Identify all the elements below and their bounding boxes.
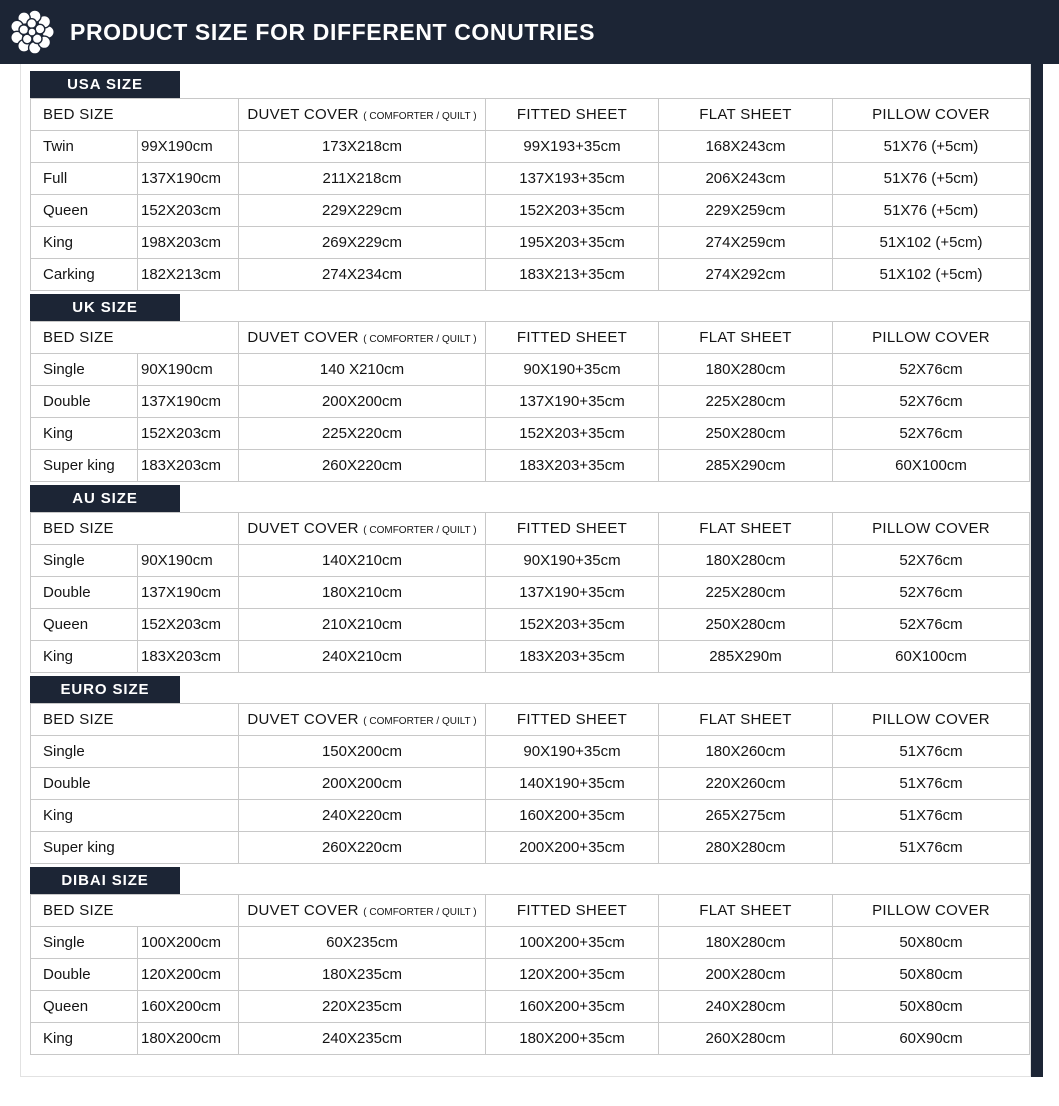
col-header-bed-size: BED SIZE [31, 704, 239, 736]
col-header-duvet-cover [239, 322, 486, 354]
bed-size-dimension-cell: 182X213cm [138, 259, 239, 291]
duvet-cover-cell: 150X200cm [239, 736, 486, 768]
fitted-sheet-cell: 152X203+35cm [486, 418, 659, 450]
bed-size-dimension-cell: 120X200cm [138, 959, 239, 991]
pillow-cover-cell: 51X76cm [833, 800, 1030, 832]
table-body [31, 545, 1030, 673]
table-row [31, 354, 1030, 386]
page-title: PRODUCT SIZE FOR DIFFERENT CONUTRIES [70, 18, 596, 45]
bed-size-dimension-cell: 160X200cm [138, 991, 239, 1023]
col-header-bed-size: BED SIZE [31, 513, 239, 545]
col-header-flat-sheet: FLAT SHEET [659, 895, 833, 927]
duvet-cover-sublabel: ( COMFORTER / QUILT ) [363, 525, 477, 536]
bed-size-dimension-cell: 137X190cm [138, 163, 239, 195]
duvet-cover-cell: 240X235cm [239, 1023, 486, 1055]
pillow-cover-cell: 50X80cm [833, 927, 1030, 959]
table-row [31, 545, 1030, 577]
table-header-row [31, 322, 1030, 354]
bed-size-name-cell: Super king [31, 450, 138, 482]
flat-sheet-cell: 240X280cm [659, 991, 833, 1023]
duvet-cover-sublabel: ( COMFORTER / QUILT ) [363, 907, 477, 918]
bed-size-name-cell: Twin [31, 131, 138, 163]
fitted-sheet-cell: 90X190+35cm [486, 545, 659, 577]
flat-sheet-cell: 250X280cm [659, 418, 833, 450]
col-header-flat-sheet: FLAT SHEET [659, 704, 833, 736]
duvet-cover-cell: 260X220cm [239, 450, 486, 482]
size-table [30, 894, 1030, 1055]
duvet-cover-cell: 140X210cm [239, 545, 486, 577]
table-body [31, 927, 1030, 1055]
table-row [31, 927, 1030, 959]
pillow-cover-cell: 60X100cm [833, 641, 1030, 673]
bed-size-name-cell: Single [31, 927, 138, 959]
flat-sheet-cell: 265X275cm [659, 800, 833, 832]
pillow-cover-cell: 60X90cm [833, 1023, 1030, 1055]
duvet-cover-cell: 240X220cm [239, 800, 486, 832]
size-table [30, 98, 1030, 291]
fitted-sheet-cell: 160X200+35cm [486, 800, 659, 832]
bed-size-dimension-cell: 152X203cm [138, 609, 239, 641]
size-section [30, 676, 1030, 864]
bed-size-name-cell: King [31, 1023, 138, 1055]
pillow-cover-cell: 51X76 (+5cm) [833, 163, 1030, 195]
flat-sheet-cell: 285X290m [659, 641, 833, 673]
table-body [31, 354, 1030, 482]
col-header-flat-sheet: FLAT SHEET [659, 513, 833, 545]
flat-sheet-cell: 285X290cm [659, 450, 833, 482]
pillow-cover-cell: 50X80cm [833, 959, 1030, 991]
duvet-cover-cell: 60X235cm [239, 927, 486, 959]
section-badge [30, 294, 180, 321]
bed-size-dimension-cell: 90X190cm [138, 354, 239, 386]
col-header-fitted-sheet: FITTED SHEET [486, 99, 659, 131]
col-header-pillow-cover: PILLOW COVER [833, 99, 1030, 131]
col-header-bed-size: BED SIZE [31, 322, 239, 354]
bed-size-dimension-cell: 152X203cm [138, 418, 239, 450]
flower-logo-icon [7, 7, 57, 57]
bed-size-dimension-cell: 137X190cm [138, 386, 239, 418]
right-accent-strip [1030, 64, 1043, 1077]
bed-size-name-cell: Single [31, 736, 239, 768]
fitted-sheet-cell: 90X190+35cm [486, 736, 659, 768]
duvet-cover-cell: 269X229cm [239, 227, 486, 259]
col-header-flat-sheet: FLAT SHEET [659, 99, 833, 131]
table-row [31, 768, 1030, 800]
pillow-cover-cell: 51X76 (+5cm) [833, 131, 1030, 163]
col-header-duvet-cover [239, 895, 486, 927]
col-header-fitted-sheet: FITTED SHEET [486, 322, 659, 354]
table-header-row [31, 513, 1030, 545]
duvet-cover-sublabel: ( COMFORTER / QUILT ) [363, 716, 477, 727]
bed-size-name-cell: King [31, 800, 239, 832]
bed-size-dimension-cell: 90X190cm [138, 545, 239, 577]
col-header-fitted-sheet: FITTED SHEET [486, 704, 659, 736]
table-row [31, 195, 1030, 227]
pillow-cover-cell: 52X76cm [833, 609, 1030, 641]
fitted-sheet-cell: 200X200+35cm [486, 832, 659, 864]
bed-size-name-cell: Full [31, 163, 138, 195]
fitted-sheet-cell: 140X190+35cm [486, 768, 659, 800]
bed-size-name-cell: Super king [31, 832, 239, 864]
bed-size-dimension-cell: 137X190cm [138, 577, 239, 609]
col-header-bed-size: BED SIZE [31, 99, 239, 131]
fitted-sheet-cell: 180X200+35cm [486, 1023, 659, 1055]
pillow-cover-cell: 51X76cm [833, 736, 1030, 768]
bed-size-dimension-cell: 99X190cm [138, 131, 239, 163]
flat-sheet-cell: 180X280cm [659, 545, 833, 577]
flat-sheet-cell: 206X243cm [659, 163, 833, 195]
duvet-cover-label: DUVET COVER [247, 711, 359, 728]
size-section [30, 71, 1030, 291]
pillow-cover-cell: 51X102 (+5cm) [833, 227, 1030, 259]
table-row [31, 641, 1030, 673]
duvet-cover-cell: 225X220cm [239, 418, 486, 450]
duvet-cover-label: DUVET COVER [247, 329, 359, 346]
flat-sheet-cell: 220X260cm [659, 768, 833, 800]
fitted-sheet-cell: 100X200+35cm [486, 927, 659, 959]
col-header-pillow-cover: PILLOW COVER [833, 322, 1030, 354]
bed-size-name-cell: Double [31, 577, 138, 609]
duvet-cover-cell: 229X229cm [239, 195, 486, 227]
duvet-cover-sublabel: ( COMFORTER / QUILT ) [363, 111, 477, 122]
table-row [31, 577, 1030, 609]
duvet-cover-label: DUVET COVER [247, 106, 359, 123]
section-badge [30, 676, 180, 703]
pillow-cover-cell: 52X76cm [833, 386, 1030, 418]
table-row [31, 959, 1030, 991]
bed-size-name-cell: King [31, 418, 138, 450]
table-row [31, 259, 1030, 291]
fitted-sheet-cell: 152X203+35cm [486, 195, 659, 227]
fitted-sheet-cell: 120X200+35cm [486, 959, 659, 991]
duvet-cover-cell: 200X200cm [239, 386, 486, 418]
fitted-sheet-cell: 137X190+35cm [486, 577, 659, 609]
table-header-row [31, 895, 1030, 927]
flat-sheet-cell: 250X280cm [659, 609, 833, 641]
section-badge [30, 71, 180, 98]
col-header-bed-size: BED SIZE [31, 895, 239, 927]
col-header-pillow-cover: PILLOW COVER [833, 513, 1030, 545]
table-row [31, 736, 1030, 768]
pillow-cover-cell: 51X102 (+5cm) [833, 259, 1030, 291]
duvet-cover-cell: 210X210cm [239, 609, 486, 641]
bed-size-name-cell: King [31, 641, 138, 673]
pillow-cover-cell: 52X76cm [833, 354, 1030, 386]
flat-sheet-cell: 180X280cm [659, 927, 833, 959]
table-row [31, 163, 1030, 195]
col-header-duvet-cover [239, 513, 486, 545]
pillow-cover-cell: 52X76cm [833, 418, 1030, 450]
table-row [31, 227, 1030, 259]
col-header-fitted-sheet: FITTED SHEET [486, 513, 659, 545]
bed-size-dimension-cell: 180X200cm [138, 1023, 239, 1055]
col-header-duvet-cover [239, 704, 486, 736]
duvet-cover-cell: 180X235cm [239, 959, 486, 991]
flat-sheet-cell: 225X280cm [659, 577, 833, 609]
col-header-duvet-cover [239, 99, 486, 131]
duvet-cover-cell: 211X218cm [239, 163, 486, 195]
size-section [30, 867, 1030, 1055]
table-body [31, 736, 1030, 864]
col-header-pillow-cover: PILLOW COVER [833, 895, 1030, 927]
size-table [30, 321, 1030, 482]
size-table [30, 703, 1030, 864]
size-section [30, 485, 1030, 673]
duvet-cover-sublabel: ( COMFORTER / QUILT ) [363, 334, 477, 345]
section-badge-label: EURO SIZE [60, 681, 150, 698]
bed-size-name-cell: Queen [31, 195, 138, 227]
fitted-sheet-cell: 90X190+35cm [486, 354, 659, 386]
duvet-cover-cell: 274X234cm [239, 259, 486, 291]
table-row [31, 609, 1030, 641]
pillow-cover-cell: 52X76cm [833, 577, 1030, 609]
flat-sheet-cell: 180X260cm [659, 736, 833, 768]
fitted-sheet-cell: 183X203+35cm [486, 450, 659, 482]
fitted-sheet-cell: 152X203+35cm [486, 609, 659, 641]
header-bar [0, 0, 1059, 64]
table-header-row [31, 99, 1030, 131]
table-row [31, 450, 1030, 482]
flat-sheet-cell: 280X280cm [659, 832, 833, 864]
flat-sheet-cell: 229X259cm [659, 195, 833, 227]
duvet-cover-label: DUVET COVER [247, 520, 359, 537]
col-header-pillow-cover: PILLOW COVER [833, 704, 1030, 736]
section-badge [30, 867, 180, 894]
pillow-cover-cell: 51X76 (+5cm) [833, 195, 1030, 227]
bed-size-name-cell: Carking [31, 259, 138, 291]
pillow-cover-cell: 51X76cm [833, 768, 1030, 800]
table-row [31, 1023, 1030, 1055]
bed-size-name-cell: Double [31, 959, 138, 991]
bed-size-name-cell: Double [31, 386, 138, 418]
table-row [31, 991, 1030, 1023]
duvet-cover-label: DUVET COVER [247, 902, 359, 919]
bed-size-dimension-cell: 183X203cm [138, 450, 239, 482]
size-tables-container [20, 64, 1031, 1077]
bed-size-name-cell: Single [31, 354, 138, 386]
table-row [31, 386, 1030, 418]
bed-size-name-cell: Single [31, 545, 138, 577]
size-section [30, 294, 1030, 482]
col-header-fitted-sheet: FITTED SHEET [486, 895, 659, 927]
flat-sheet-cell: 168X243cm [659, 131, 833, 163]
flat-sheet-cell: 200X280cm [659, 959, 833, 991]
fitted-sheet-cell: 183X213+35cm [486, 259, 659, 291]
bed-size-dimension-cell: 152X203cm [138, 195, 239, 227]
section-badge-label: DIBAI SIZE [61, 872, 149, 889]
size-table [30, 512, 1030, 673]
flat-sheet-cell: 180X280cm [659, 354, 833, 386]
section-badge-label: AU SIZE [72, 490, 138, 507]
bed-size-name-cell: Queen [31, 609, 138, 641]
section-badge-label: UK SIZE [72, 299, 138, 316]
bed-size-name-cell: Double [31, 768, 239, 800]
table-header-row [31, 704, 1030, 736]
duvet-cover-cell: 140 X210cm [239, 354, 486, 386]
pillow-cover-cell: 50X80cm [833, 991, 1030, 1023]
col-header-flat-sheet: FLAT SHEET [659, 322, 833, 354]
section-badge-label: USA SIZE [67, 76, 143, 93]
flat-sheet-cell: 274X292cm [659, 259, 833, 291]
fitted-sheet-cell: 137X190+35cm [486, 386, 659, 418]
pillow-cover-cell: 60X100cm [833, 450, 1030, 482]
table-row [31, 832, 1030, 864]
flat-sheet-cell: 225X280cm [659, 386, 833, 418]
table-row [31, 800, 1030, 832]
table-body [31, 131, 1030, 291]
bed-size-name-cell: Queen [31, 991, 138, 1023]
duvet-cover-cell: 260X220cm [239, 832, 486, 864]
flat-sheet-cell: 260X280cm [659, 1023, 833, 1055]
bed-size-dimension-cell: 198X203cm [138, 227, 239, 259]
fitted-sheet-cell: 99X193+35cm [486, 131, 659, 163]
fitted-sheet-cell: 160X200+35cm [486, 991, 659, 1023]
fitted-sheet-cell: 137X193+35cm [486, 163, 659, 195]
duvet-cover-cell: 180X210cm [239, 577, 486, 609]
table-row [31, 418, 1030, 450]
pillow-cover-cell: 52X76cm [833, 545, 1030, 577]
bed-size-dimension-cell: 183X203cm [138, 641, 239, 673]
duvet-cover-cell: 220X235cm [239, 991, 486, 1023]
duvet-cover-cell: 173X218cm [239, 131, 486, 163]
table-row [31, 131, 1030, 163]
bed-size-dimension-cell: 100X200cm [138, 927, 239, 959]
section-badge [30, 485, 180, 512]
fitted-sheet-cell: 195X203+35cm [486, 227, 659, 259]
fitted-sheet-cell: 183X203+35cm [486, 641, 659, 673]
duvet-cover-cell: 200X200cm [239, 768, 486, 800]
flat-sheet-cell: 274X259cm [659, 227, 833, 259]
pillow-cover-cell: 51X76cm [833, 832, 1030, 864]
duvet-cover-cell: 240X210cm [239, 641, 486, 673]
bed-size-name-cell: King [31, 227, 138, 259]
